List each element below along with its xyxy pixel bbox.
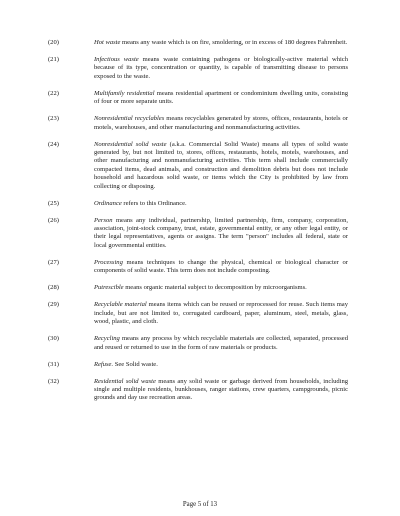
definition-text: means organic material subject to decomposition by microorganisms. [123,284,307,292]
definition-number: (31) [48,360,59,368]
definition-term: Processing [94,258,123,266]
definition-body [94,284,348,292]
definition-item [0,284,400,292]
definition-text: refers to this Ordinance. [121,199,187,207]
definition-number: (25) [48,199,59,207]
definition-body [94,115,348,132]
definition-text: See Solid waste. [113,360,158,368]
definition-body [94,361,348,369]
definition-body [94,141,348,191]
definition-number: (20) [48,39,59,46]
definition-body [94,301,348,326]
definition-body [94,335,348,352]
definition-term: Residential solid waste [94,377,156,385]
definition-text: means residential apartment or condominium dwelling units, consisting of four or more separate units. [94,89,348,106]
definition-text: means waste containing pathogens or biologically-active material which because of its type, concentration or quantity, is capable of transmitting disease to persons exposed to the waste. [94,56,348,80]
definition-text: means any process by which recyclable materials are collected, separated, processed and reused or returned to use in the form of raw materials or products. [94,335,348,351]
definition-item [0,361,400,369]
definition-body [94,90,348,107]
definition-term: Multifamily residential [94,89,155,97]
definition-term: Nonresidential solid waste [94,140,167,148]
definition-term: Nonresidential recyclables [94,115,165,123]
definition-item [0,217,400,251]
definition-body [94,200,348,208]
definition-number: (24) [48,140,59,148]
definition-text: means techniques to change the physical, chemical or biological character or components of solid waste. This term does not include composting. [94,258,348,275]
definition-number: (21) [48,56,59,63]
definitions-list [0,39,400,411]
definition-item [0,141,400,191]
definition-term: Infectious waste [94,56,139,63]
definition-item [0,200,400,208]
definition-text: means recyclables generated by stores, offices, restaurants, hotels or motels, warehouses, and other manufacturing and nonmanufacturing activities. [94,115,348,131]
definition-number: (30) [48,335,59,343]
definition-number: (26) [48,216,59,224]
definition-term: Refuse. [94,360,114,368]
definition-item [0,115,400,132]
definition-item [0,335,400,352]
definition-number: (29) [48,301,59,309]
page-number: Page 5 of 13 [182,501,218,508]
definition-item [0,378,400,403]
definition-item [0,56,400,81]
definition-text: means any waste which is on fire, smoldering, or in excess of 180 degrees Fahrenheit. [120,39,348,46]
definition-text: means items which can be reused or reprocessed for reuse. Such items may include, but are not limited to, corrugated cardboard, paper, aluminum, steel, metals, glass, wood, plastic, and cloth. [94,301,348,326]
definition-item [0,90,400,107]
definition-body [94,378,348,403]
definition-text: (a.k.a. Commercial Solid Waste) means all types of solid waste generated by, but not limited to, stores, offices, restaurants, hotels, motels, warehouses, and other manufacturing and nonmanufacturing activities. This term shall include commercially compacted items, dead animals, and construction and demolition debris but does not include household and hazardous solid waste, or items which the City is prohibited by law from collecting or disposing. [94,140,348,190]
definition-term: Person [94,216,113,224]
definition-item [0,301,400,326]
definition-term: Putrescible [94,284,124,292]
definition-body [94,217,348,251]
definition-text: means any individual, partnership, limited partnership, firm, company, corporation, association, joint-stock company, trust, estate, governmental entity, or any other legal entity, or their legal representatives, agents or assigns. The term "person" includes all federal, state or local governmental entities. [94,216,348,249]
definition-number: (22) [48,89,59,97]
definition-body [94,259,348,276]
definition-term: Recyclable material [94,301,147,309]
definition-body [94,39,348,47]
definition-term: Hot waste [94,39,121,46]
definition-text: means any solid waste or garbage derived from households, including single and multiple residents, bunkhouses, ranger stations, crew quarters, campgrounds, picnic grounds and day use recreation areas. [94,377,348,402]
definition-number: (32) [48,377,59,385]
definition-item [0,39,400,47]
definition-number: (28) [48,284,59,292]
definition-body [94,56,348,81]
definition-number: (27) [48,258,59,266]
definition-item [0,259,400,276]
definition-term: Ordinance [94,199,122,207]
definition-number: (23) [48,115,59,123]
definition-term: Recycling [94,335,120,343]
page-footer [0,500,400,509]
